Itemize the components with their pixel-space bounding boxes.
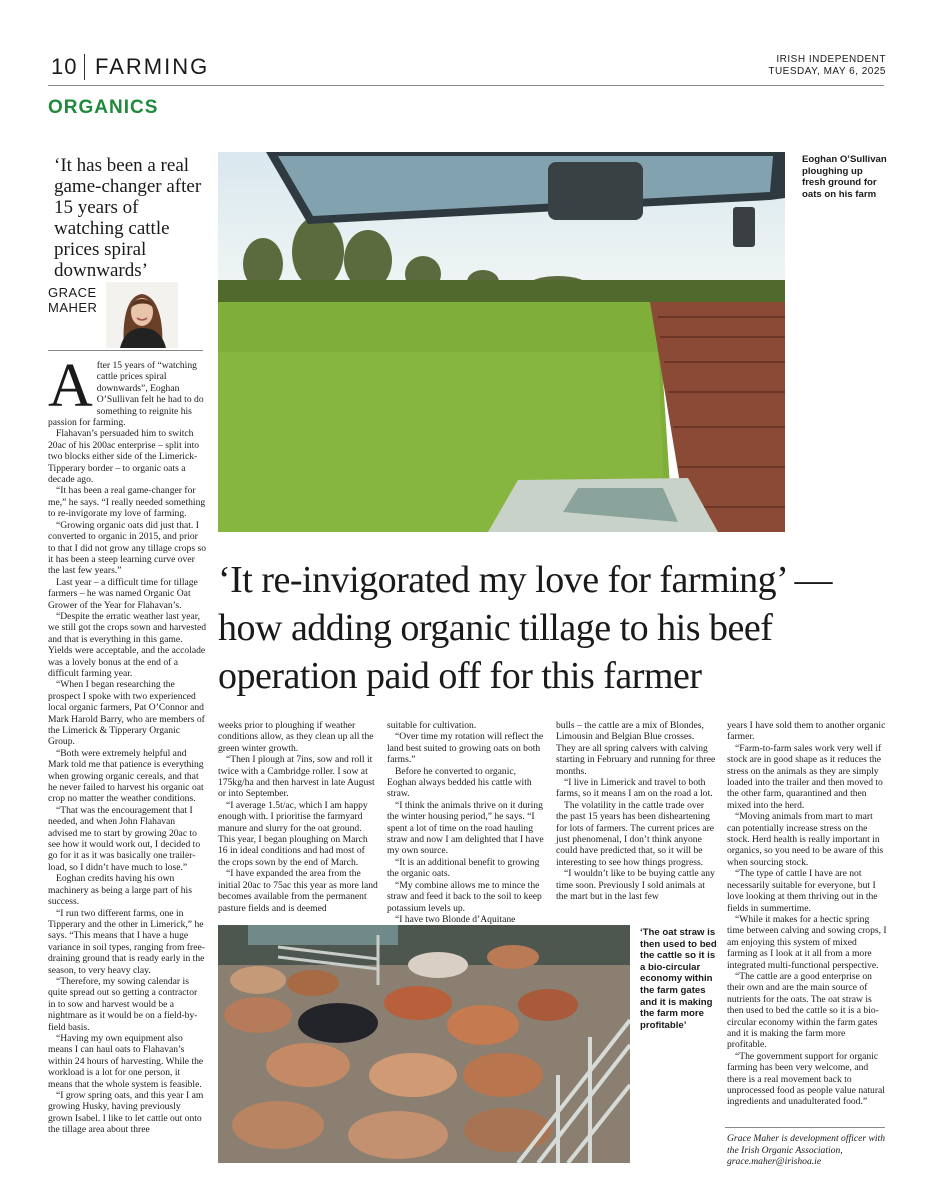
article-paragraph: “I have two Blonde d’Aquitane	[395, 913, 516, 925]
article-paragraph: “The type of cattle I have are not necessarily suitable for everyone, but I love looking at them thriving out in the fields in summertime.	[727, 868, 878, 914]
pull-quote-left: ‘It has been a real game-changer after 15 years of watching cattle prices spiral downwards’	[54, 155, 202, 281]
article-column-5	[727, 720, 887, 1108]
article-paragraph: “Both were extremely helpful and Mark told me that patience is everything when growing organic cereals, and that he never failed to harvest his organic oat crop no matter the weather conditions.	[48, 747, 204, 805]
article-paragraph: After 15 years of “watching cattle prices spiral downwards”, Eoghan O’Sullivan felt he had to do something to reignite his passion for farming.	[48, 352, 204, 429]
article-paragraph: bulls – the cattle are a mix of Blondes, Limousin and Belgian Blue crosses. They are all spring calvers with calving starting in February and running for three months.	[556, 720, 716, 777]
article-paragraph: “Therefore, my sowing calendar is quite spread out so getting a contractor in to sow and harvest would be a nightmare as it would be on a field-by-field basis.	[48, 975, 198, 1033]
author-avatar	[106, 282, 178, 348]
article-paragraph: suitable for cultivation.	[387, 720, 477, 731]
article-paragraph: Before he converted to organic, Eoghan always bedded his cattle with straw.	[387, 765, 532, 800]
article-paragraph: weeks prior to ploughing if weather conditions allow, as they clean up all the green winter growth.	[218, 720, 374, 754]
article-paragraph: “My combine allows me to mince the straw and feed it back to the soil to keep potassium levels up.	[387, 879, 542, 914]
issue-date: TUESDAY, MAY 6, 2025	[768, 66, 886, 77]
article-paragraph: “Over time my rotation will reflect the land best suited to growing oats on both farms.”	[387, 731, 544, 766]
article-paragraph: “I average 1.5t/ac, which I am happy enough with. I prioritise the farmyard manure and slurry for the oat ground. This year, I began ploughing on March 16 in ideal conditions and had most of the crops sown by the end of March.	[218, 799, 368, 868]
article-paragraph: “Having my own equipment also means I can haul oats to Flahavan’s within 24 hours of harvesting. While the workload is a lot for one person, it means that the whole system is feasible.	[48, 1032, 204, 1090]
article-paragraph: “I grow spring oats, and this year I am growing Husky, having previously grown Isabel. I like to let cattle out onto the tillage area about three	[48, 1090, 204, 1136]
section-title: FARMING	[95, 54, 210, 79]
byline-rule	[48, 350, 203, 351]
article-column-1	[48, 352, 207, 1136]
author-note-rule	[725, 1127, 885, 1128]
article-paragraph: Flahavan’s persuaded him to switch 20ac of his 200ac enterprise – split into two blocks either side of the Limerick-Tipperary border – to organic oats a decade ago.	[48, 428, 200, 486]
article-column-2	[218, 720, 378, 914]
article-paragraph: Eoghan credits having his own machinery as being a large part of his success.	[48, 873, 192, 908]
header-rule	[48, 85, 884, 86]
article-paragraph: “I have expanded the area from the initial 20ac to 75ac this year as more land becomes available from the permanent pasture fields and is deemed	[218, 868, 378, 914]
pull-quote-right: ‘The oat straw is then used to bed the cattle so it is a bio-circular economy within the farm gates and it is making the farm more profitable’	[640, 927, 717, 1031]
article-paragraph: “It is an additional benefit to growing the organic oats.	[387, 856, 540, 880]
byline-last-name: MAHER	[48, 300, 98, 315]
article-paragraph: “I think the animals thrive on it during the winter housing period,” he says. “I spent a lot of time on the road hauling straw and now I am delighted that I have my own source.	[387, 799, 544, 857]
article-column-4	[556, 720, 716, 903]
article-paragraph: “Despite the erratic weather last year, we still got the crops sown and harvested and that is everything in this game. Yields were acceptable, and the accolade was a lovely bonus at the end of a difficult farming year.	[48, 610, 206, 679]
article-paragraph: “The cattle are a good enterprise on their own and are the main source of nutrients for the oats. The oat straw is then used to bed the cattle so it is a bio-circular economy within the farm gates and it is making the farm more profitable.	[727, 970, 879, 1051]
article-paragraph: The volatility in the cattle trade over the past 15 years has been disheartening for lots of farmers. The current prices are just phenomenal, I don’t think anyone could have predicted that, so it will be interesting to see how things progress.	[556, 799, 715, 868]
hero-photo-tractor-field	[218, 152, 785, 532]
article-paragraph: “I run two different farms, one in Tipperary and the other in Limerick,” he says. “This means that I have a huge variance in soil types, ranging from free-draining ground that is ready early in the season, to very heavy clay.	[48, 907, 205, 976]
article-paragraph: “While it makes for a hectic spring time between calving and sowing crops, I am enjoying this system of mixed farming as I look at it all from a more integrated multi-functional perspective.	[727, 913, 887, 971]
article-paragraph: “Moving animals from mart to mart can potentially increase stress on the stock. Herd health is really important in organics, so you need to be aware of this when sourcing stock.	[727, 811, 884, 868]
byline-first-name: GRACE	[48, 285, 97, 300]
article-paragraph: “The government support for organic farming has been very welcome, and there is a real movement back to unprocessed food as people value natural ingredients and unadulterated food.”	[727, 1050, 885, 1108]
article-paragraph: Last year – a difficult time for tillage farmers – he was named Organic Oat Grower of the Year for Flahavan’s.	[48, 576, 198, 611]
article-paragraph: “When I began researching the prospect I spoke with two experienced local organic farmers, Pat O’Connor and Mark Harold Barry, who are members of the Limerick & Tipperary Organic Group.	[48, 679, 205, 748]
page-number: 10	[51, 54, 78, 79]
article-headline: ‘It re-invigorated my love for farming’ — how adding organic tillage to his beef operation paid off for this farmer	[218, 559, 833, 697]
article-column-3	[387, 720, 547, 925]
byline	[48, 285, 97, 315]
drop-cap: A	[48, 352, 93, 420]
article-paragraph: “It has been a real game-changer for me,” he says. “I really needed something to re-invigorate my love of farming.	[48, 485, 206, 520]
article-paragraph: “I live in Limerick and travel to both farms, so it means I am on the road a lot.	[556, 777, 713, 800]
header-divider	[84, 54, 85, 80]
author-note: Grace Maher is development officer with the Irish Organic Association, grace.maher@irishoa.ie	[727, 1133, 885, 1167]
article-paragraph: “I wouldn’t like to be buying cattle any time soon. Previously I sold animals at the mart but in the last few	[556, 868, 715, 903]
paper-name: IRISH INDEPENDENT	[776, 54, 886, 65]
hero-caption: Eoghan O’Sullivan ploughing up fresh ground for oats on his farm	[802, 154, 887, 200]
article-paragraph: “That was the encouragement that I needed, and when John Flahavan advised me to start by growing 20ac to see how it would work out, I decided to go for it as it was basically one trailer-load, so I didn’t have much to lose.”	[48, 804, 201, 873]
cattle-shed-photo	[218, 925, 630, 1163]
subsection-label: ORGANICS	[48, 97, 159, 118]
article-paragraph: “Then I plough at 7ins, sow and roll it twice with a Cambridge roller. I sow at 175kg/ha and then harvest in late August or into September.	[218, 754, 375, 800]
article-paragraph: “Farm-to-farm sales work very well if stock are in good shape as it reduces the stress on the animals as they are simply loaded into the trailer and then moved to the other farm, quarantined and then mixed into the herd.	[727, 742, 883, 811]
article-paragraph: years I have sold them to another organic farmer.	[727, 720, 886, 743]
article-paragraph: “Growing organic oats did just that. I converted to organic in 2015, and prior to that I did not grow any tillage crops so it has been a steep learning curve over the last few years.”	[48, 519, 207, 577]
paper-info	[768, 54, 886, 78]
